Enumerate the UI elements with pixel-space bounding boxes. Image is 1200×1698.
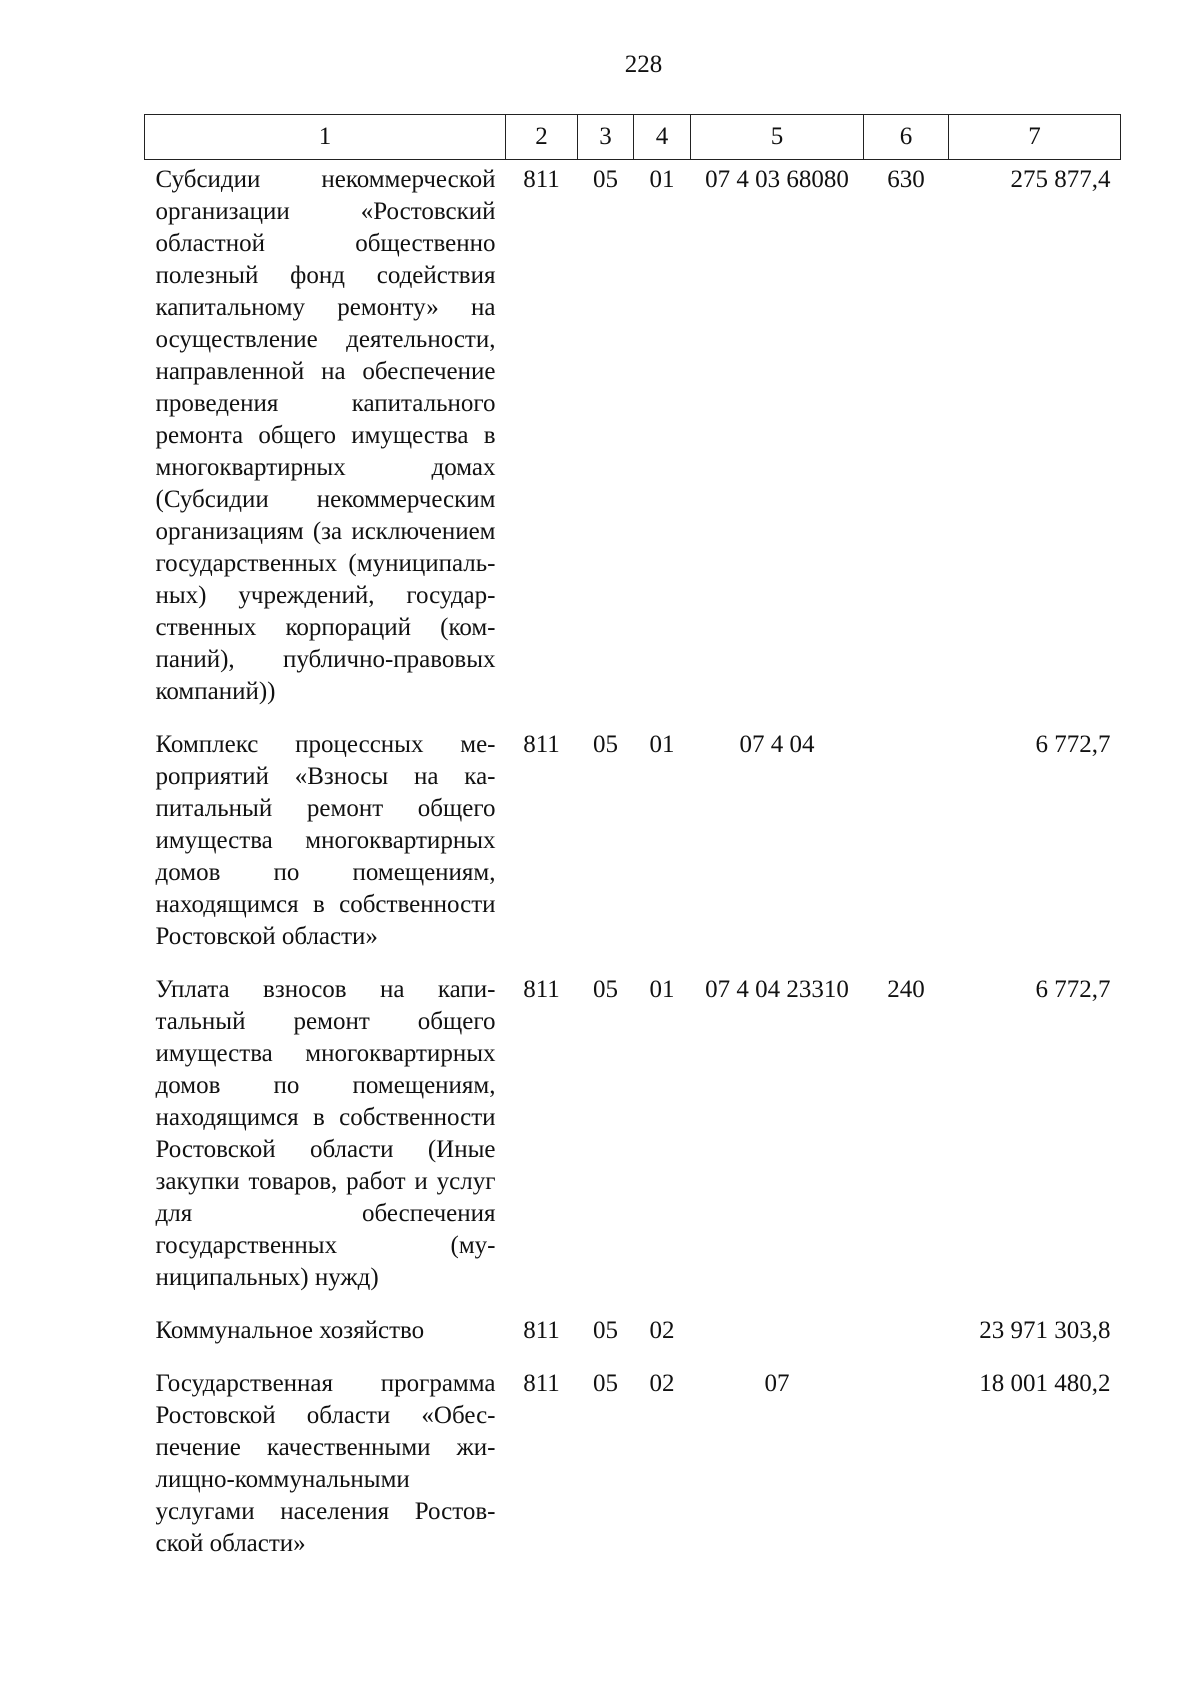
page-number: 228 <box>624 51 663 78</box>
row-rz: 05 <box>593 166 618 193</box>
table-row <box>145 160 1121 726</box>
row-csr: 07 4 03 68080 <box>705 166 849 193</box>
row-gr: 811 <box>523 1370 560 1397</box>
row-sum: 6 772,7 <box>1035 976 1111 1003</box>
row-pr: 02 <box>649 1317 675 1344</box>
header-cell-5: 5 <box>691 115 864 160</box>
header-row <box>145 115 1121 160</box>
header-cell-6: 6 <box>864 115 949 160</box>
row-csr: 07 4 04 <box>739 731 815 758</box>
row-vr <box>864 725 949 970</box>
header-cell-2: 2 <box>506 115 578 160</box>
row-pr: 01 <box>649 166 675 193</box>
table-body <box>145 160 1121 1578</box>
row-name: Субсидии некоммерческой организации «Ростовский областной общественно полезный фонд содействия капитальному ремонту» на осуществление деятельности, направленной на обеспечение проведения капитального ремонта общего имущества в многоквартирных домах (Субсидии некоммерческим организациям (за исключением государственных (муниципальных) учреждений, государственных корпораций (компаний), публично-правовых компаний)) <box>155 166 496 705</box>
row-pr: 01 <box>649 976 675 1003</box>
row-csr: 07 4 04 23310 <box>705 976 849 1003</box>
row-vr: 240 <box>887 976 925 1003</box>
header-cell-4: 4 <box>634 115 691 160</box>
row-rz: 05 <box>593 1317 618 1344</box>
row-gr: 811 <box>523 166 560 193</box>
table-row <box>145 1364 1121 1577</box>
header-cell-3: 3 <box>578 115 634 160</box>
row-name: Государственная программа Ростовской области «Обеспечение качественными жилищно-коммунальными услугами населения Ростовской области» <box>155 1370 496 1557</box>
row-gr: 811 <box>523 731 560 758</box>
budget-table <box>144 114 1121 1577</box>
row-vr: 630 <box>887 166 925 193</box>
row-gr: 811 <box>523 1317 560 1344</box>
row-rz: 05 <box>593 1370 618 1397</box>
row-name: Комплекс процессных мероприятий «Взносы на капитальный ремонт общего имущества многоквартирных домов по помещениям, находящимся в собственности Ростовской области» <box>155 731 496 950</box>
row-csr: 07 <box>764 1370 790 1397</box>
row-sum: 275 877,4 <box>1010 166 1111 193</box>
table-row <box>145 970 1121 1311</box>
row-csr <box>691 1311 864 1364</box>
row-pr: 01 <box>649 731 675 758</box>
row-sum: 23 971 303,8 <box>979 1317 1111 1344</box>
row-name: Коммунальное хозяйство <box>155 1317 425 1344</box>
row-vr <box>864 1364 949 1577</box>
row-gr: 811 <box>523 976 560 1003</box>
row-sum: 6 772,7 <box>1035 731 1111 758</box>
header-cell-1: 1 <box>145 115 506 160</box>
row-name: Уплата взносов на капитальный ремонт общего имущества многоквартирных домов по помещениям, находящимся в собственности Ростовской области (Иные закупки товаров, работ и услуг для обеспечения государственных (муниципальных) нужд) <box>155 976 496 1291</box>
row-vr <box>864 1311 949 1364</box>
row-rz: 05 <box>593 976 618 1003</box>
row-sum: 18 001 480,2 <box>979 1370 1111 1397</box>
table-row <box>145 725 1121 970</box>
header-cell-7: 7 <box>949 115 1121 160</box>
row-pr: 02 <box>649 1370 675 1397</box>
row-rz: 05 <box>593 731 618 758</box>
table-row <box>145 1311 1121 1364</box>
table-header <box>145 115 1121 160</box>
